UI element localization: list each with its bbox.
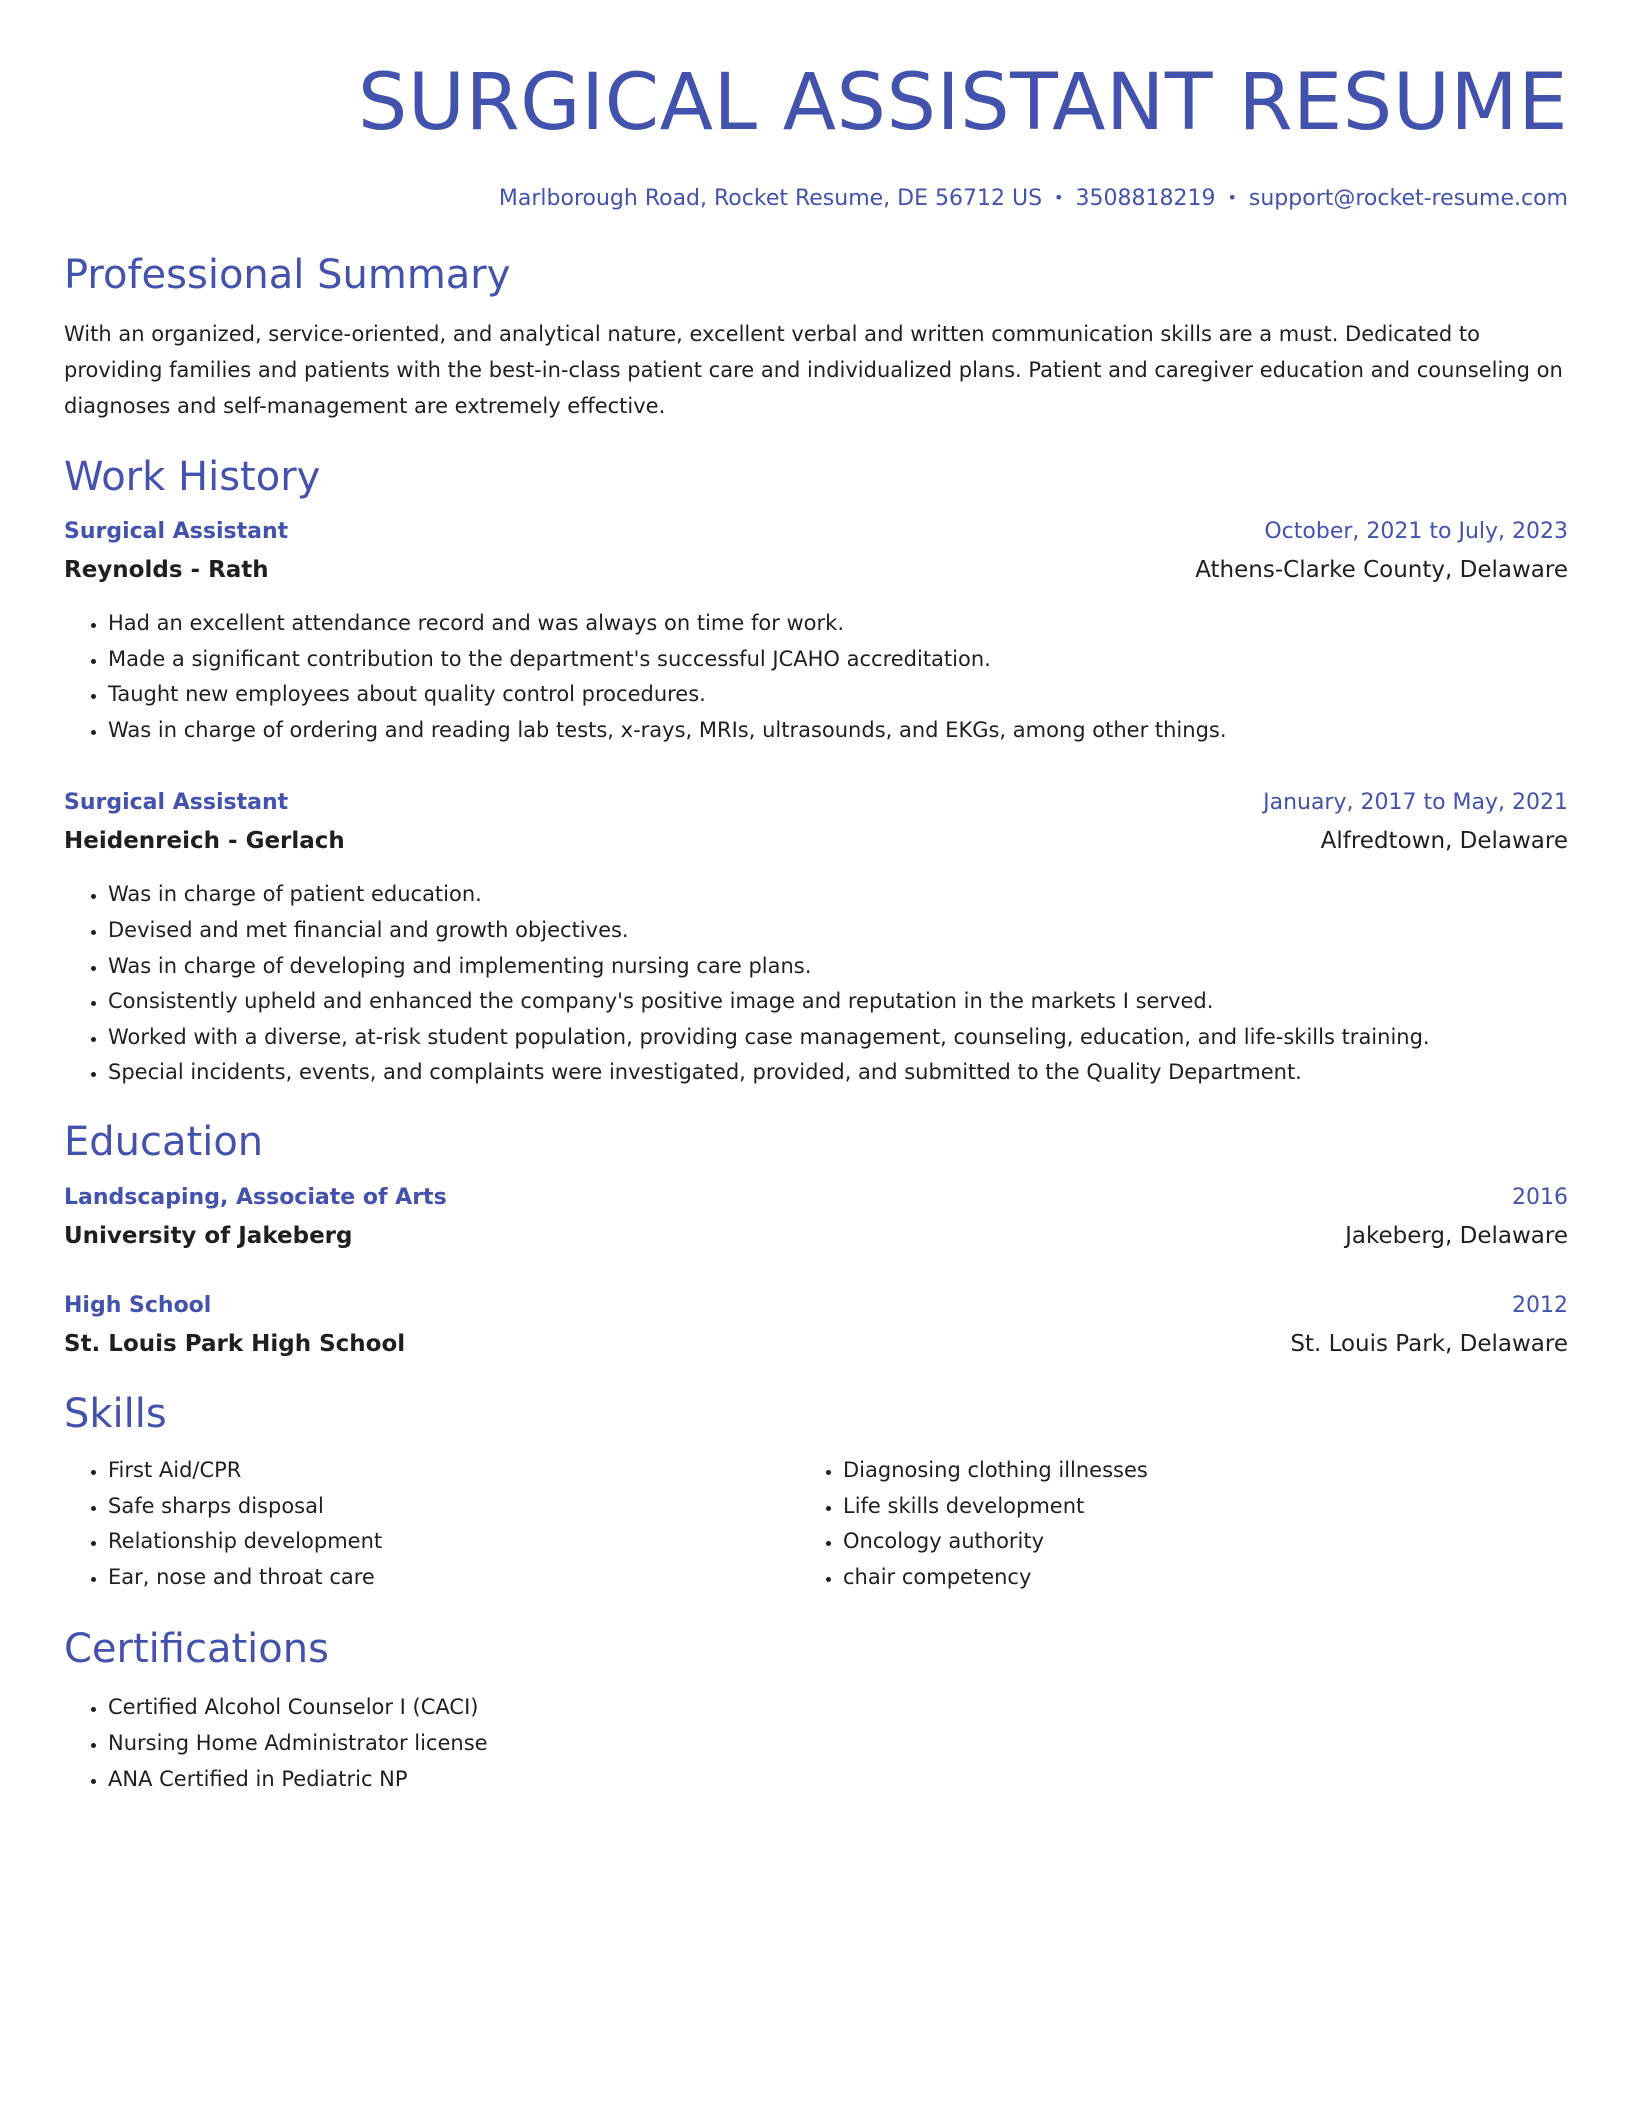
contact-line [64, 184, 1568, 213]
skills-list-left [64, 1453, 799, 1595]
list-item: • Relationship development [108, 1524, 799, 1560]
work-history-section [64, 453, 1568, 1091]
list-item: • Was in charge of patient education. [108, 877, 1568, 913]
contact-email: support@rocket-resume.com [1248, 186, 1568, 211]
education-year: 2016 [1512, 1184, 1568, 1210]
education-entry [64, 1290, 1568, 1360]
list-item: • Ear, nose and throat care [108, 1560, 799, 1596]
contact-separator: • [1227, 188, 1237, 207]
job-dates: October, 2021 to July, 2023 [1264, 519, 1568, 544]
section-heading: Education [64, 1118, 264, 1165]
resume-header [64, 60, 1568, 213]
certifications-section [64, 1625, 1568, 1797]
contact-address: Marlborough Road, Rocket Resume, DE 56712 US [498, 186, 1043, 211]
job-company: Reynolds - Rath [64, 557, 269, 583]
job-bullets [64, 877, 1568, 1091]
list-item: • Had an excellent attendance record and was always on time for work. [108, 606, 1568, 642]
education-degree: Landscaping, Associate of Arts [64, 1184, 447, 1210]
job-title-row [64, 787, 1568, 819]
summary-text: With an organized, service-oriented, and analytical nature, excellent verbal and written communication skills are a must. Dedicated to providing families and patients with the best-in-class patient care and individualized plans. Patient and caregiver education and counseling on diagnoses and self-management are extremely effective. [64, 322, 1563, 418]
education-school: St. Louis Park High School [64, 1330, 406, 1357]
education-school: University of Jakeberg [64, 1222, 353, 1249]
education-location: St. Louis Park, Delaware [1290, 1330, 1568, 1357]
section-heading: Skills [64, 1390, 167, 1437]
education-year: 2012 [1512, 1292, 1568, 1318]
job-company: Heidenreich - Gerlach [64, 828, 345, 855]
professional-summary-section [64, 251, 1568, 424]
list-item: • Life skills development [843, 1489, 1534, 1525]
job-title: Surgical Assistant [64, 519, 289, 544]
list-item: • Special incidents, events, and complaints were investigated, provided, and submitted to the Quality Department. [108, 1055, 1568, 1091]
list-item: • Nursing Home Administrator license [108, 1726, 1568, 1762]
list-item: • chair competency [843, 1560, 1534, 1596]
section-heading: Work History [64, 454, 321, 500]
list-item: • Made a significant contribution to the department's successful JCAHO accreditation. [108, 642, 1568, 678]
list-item: • Was in charge of developing and implementing nursing care plans. [108, 949, 1568, 985]
skills-list-right [799, 1453, 1534, 1595]
job-title: Surgical Assistant [64, 790, 289, 816]
certifications-list [64, 1690, 1568, 1797]
job-company-row [64, 554, 1568, 586]
job-location: Athens-Clarke County, Delaware [1195, 557, 1568, 583]
job-location: Alfredtown, Delaware [1320, 828, 1568, 855]
skills-columns [64, 1453, 1568, 1595]
education-school-row [64, 1220, 1568, 1252]
list-item: • Diagnosing clothing illnesses [843, 1453, 1534, 1489]
education-degree: High School [64, 1292, 212, 1318]
skills-section [64, 1390, 1568, 1595]
list-item: • ANA Certified in Pediatric NP [108, 1762, 1568, 1798]
list-item: • Was in charge of ordering and reading lab tests, x-rays, MRIs, ultrasounds, and EKGs, among other things. [108, 713, 1568, 749]
contact-phone: 3508818219 [1075, 186, 1216, 211]
list-item: • Taught new employees about quality control procedures. [108, 677, 1568, 713]
list-item: • Oncology authority [843, 1524, 1534, 1560]
section-heading: Certifications [64, 1626, 329, 1673]
education-degree-row [64, 1182, 1568, 1214]
list-item: • Certified Alcohol Counselor I (CACI) [108, 1690, 1568, 1726]
job-company-row [64, 825, 1568, 857]
education-section [64, 1118, 1568, 1360]
list-item: • Devised and met financial and growth objectives. [108, 913, 1568, 949]
list-item: • First Aid/CPR [108, 1453, 799, 1489]
job-dates: January, 2017 to May, 2021 [1263, 790, 1568, 816]
job-entry [64, 787, 1568, 1091]
job-bullets [64, 606, 1568, 748]
contact-separator: • [1054, 188, 1064, 207]
education-entry [64, 1182, 1568, 1252]
education-school-row [64, 1328, 1568, 1360]
section-heading: Professional Summary [64, 252, 511, 298]
job-entry [64, 516, 1568, 748]
education-degree-row [64, 1290, 1568, 1322]
list-item: • Worked with a diverse, at-risk student population, providing case management, counseling, education, and life-skills training. [108, 1020, 1568, 1056]
education-location: Jakeberg, Delaware [1345, 1222, 1568, 1249]
list-item: • Consistently upheld and enhanced the company's positive image and reputation in the markets I served. [108, 984, 1568, 1020]
list-item: • Safe sharps disposal [108, 1489, 799, 1525]
resume-title: SURGICAL ASSISTANT RESUME [357, 58, 1568, 148]
job-title-row [64, 516, 1568, 548]
